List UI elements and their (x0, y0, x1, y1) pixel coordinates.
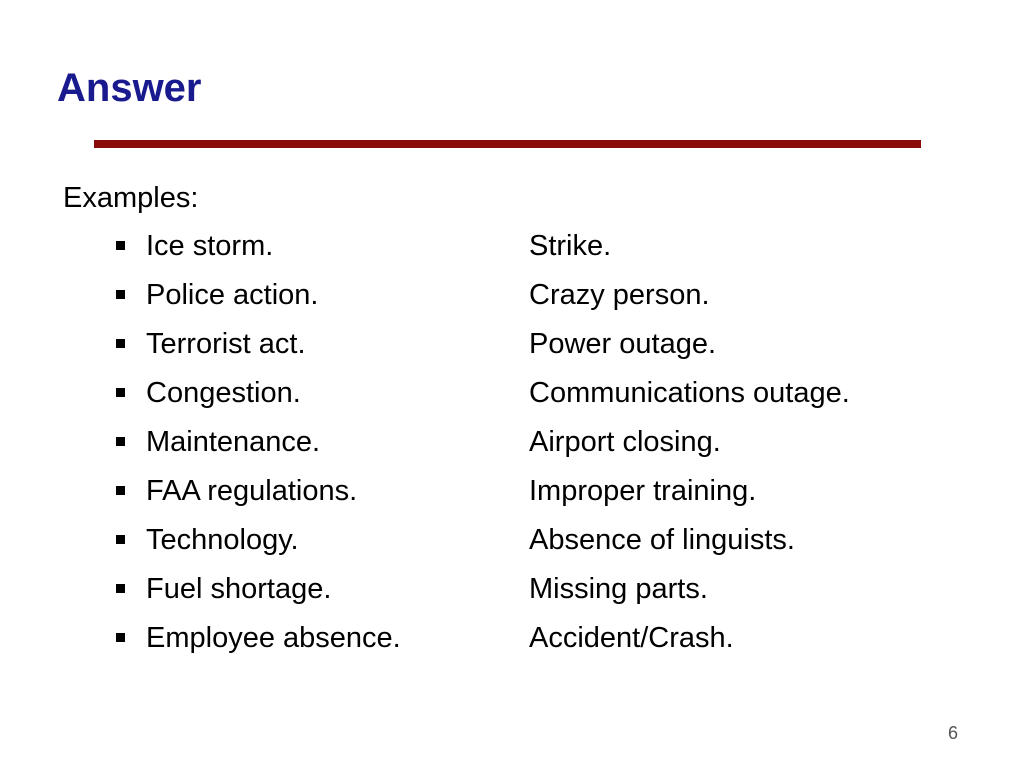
example-right: Airport closing. (529, 426, 721, 458)
example-left: Terrorist act. (146, 328, 306, 360)
example-right: Accident/Crash. (529, 622, 734, 654)
square-bullet-icon (116, 486, 125, 495)
square-bullet-icon (116, 535, 125, 544)
title-divider (94, 140, 921, 148)
list-item (114, 520, 934, 569)
list-item (114, 569, 934, 618)
example-right: Crazy person. (529, 279, 710, 311)
list-item (114, 324, 934, 373)
example-right: Strike. (529, 230, 612, 262)
example-right: Missing parts. (529, 573, 708, 605)
list-item (114, 471, 934, 520)
example-left: Ice storm. (146, 230, 274, 262)
list-item (114, 618, 934, 667)
example-right: Communications outage. (529, 377, 850, 409)
list-item (114, 275, 934, 324)
example-right: Absence of linguists. (529, 524, 795, 556)
example-right: Power outage. (529, 328, 717, 360)
square-bullet-icon (116, 339, 125, 348)
example-left: Congestion. (146, 377, 301, 409)
page-number: 6 (947, 723, 958, 743)
square-bullet-icon (116, 633, 125, 642)
example-left: Fuel shortage. (146, 573, 332, 605)
example-left: FAA regulations. (146, 475, 358, 507)
example-left: Police action. (146, 279, 319, 311)
list-item (114, 226, 934, 275)
examples-list (114, 226, 934, 667)
examples-heading: Examples: (63, 182, 199, 214)
list-item (114, 373, 934, 422)
example-left: Maintenance. (146, 426, 321, 458)
square-bullet-icon (116, 241, 125, 250)
list-item (114, 422, 934, 471)
example-left: Technology. (146, 524, 299, 556)
square-bullet-icon (116, 437, 125, 446)
square-bullet-icon (116, 290, 125, 299)
slide-title: Answer (57, 66, 202, 110)
example-right: Improper training. (529, 475, 757, 507)
square-bullet-icon (116, 584, 125, 593)
square-bullet-icon (116, 388, 125, 397)
example-left: Employee absence. (146, 622, 401, 654)
